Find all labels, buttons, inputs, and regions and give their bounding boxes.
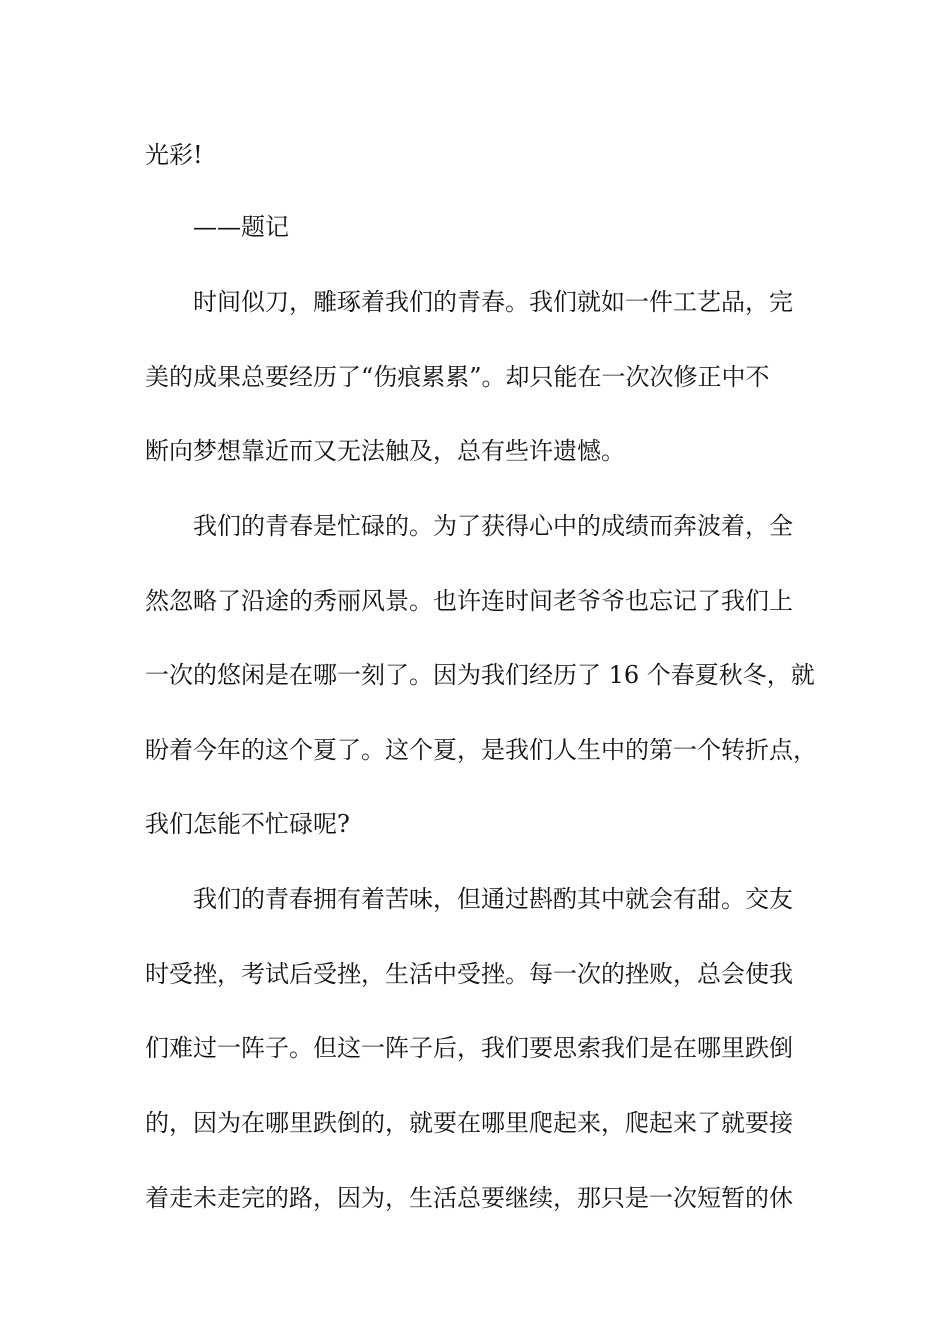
inscription-line: ——题记 <box>193 213 289 241</box>
paragraph-3-line-1: 我们的青春拥有着苦味，但通过斟酌其中就会有甜。交友 <box>193 885 793 913</box>
paragraph-1-line-2: 美的成果总要经历了“伤痕累累”。却只能在一次次修正中不 <box>145 363 770 391</box>
paragraph-3-line-2: 时受挫，考试后受挫，生活中受挫。每一次的挫败，总会使我 <box>145 960 793 988</box>
paragraph-2-line-1: 我们的青春是忙碌的。为了获得心中的成绩而奔波着，全 <box>193 512 793 540</box>
paragraph-3-line-5: 着走未走完的路，因为，生活总要继续，那只是一次短暂的休 <box>145 1184 793 1212</box>
paragraph-2-line-5: 我们怎能不忙碌呢? <box>145 810 350 838</box>
paragraph-1-line-1: 时间似刀，雕琢着我们的青春。我们就如一件工艺品，完 <box>193 288 793 316</box>
paragraph-2-line-4: 盼着今年的这个夏了。这个夏，是我们人生中的第一个转折点， <box>145 736 817 764</box>
paragraph-2-line-3: 一次的悠闲是在哪一刻了。因为我们经历了 16 个春夏秋冬，就 <box>145 661 815 689</box>
paragraph-2-line-2: 然忽略了沿途的秀丽风景。也许连时间老爷爷也忘记了我们上 <box>145 587 793 615</box>
paragraph-3-line-4: 的，因为在哪里跌倒的，就要在哪里爬起来，爬起来了就要接 <box>145 1109 793 1137</box>
paragraph-3-line-3: 们难过一阵子。但这一阵子后，我们要思索我们是在哪里跌倒 <box>145 1034 793 1062</box>
paragraph-1-line-3: 断向梦想靠近而又无法触及，总有些许遗憾。 <box>145 437 625 465</box>
text-line-1: 光彩! <box>145 141 203 169</box>
